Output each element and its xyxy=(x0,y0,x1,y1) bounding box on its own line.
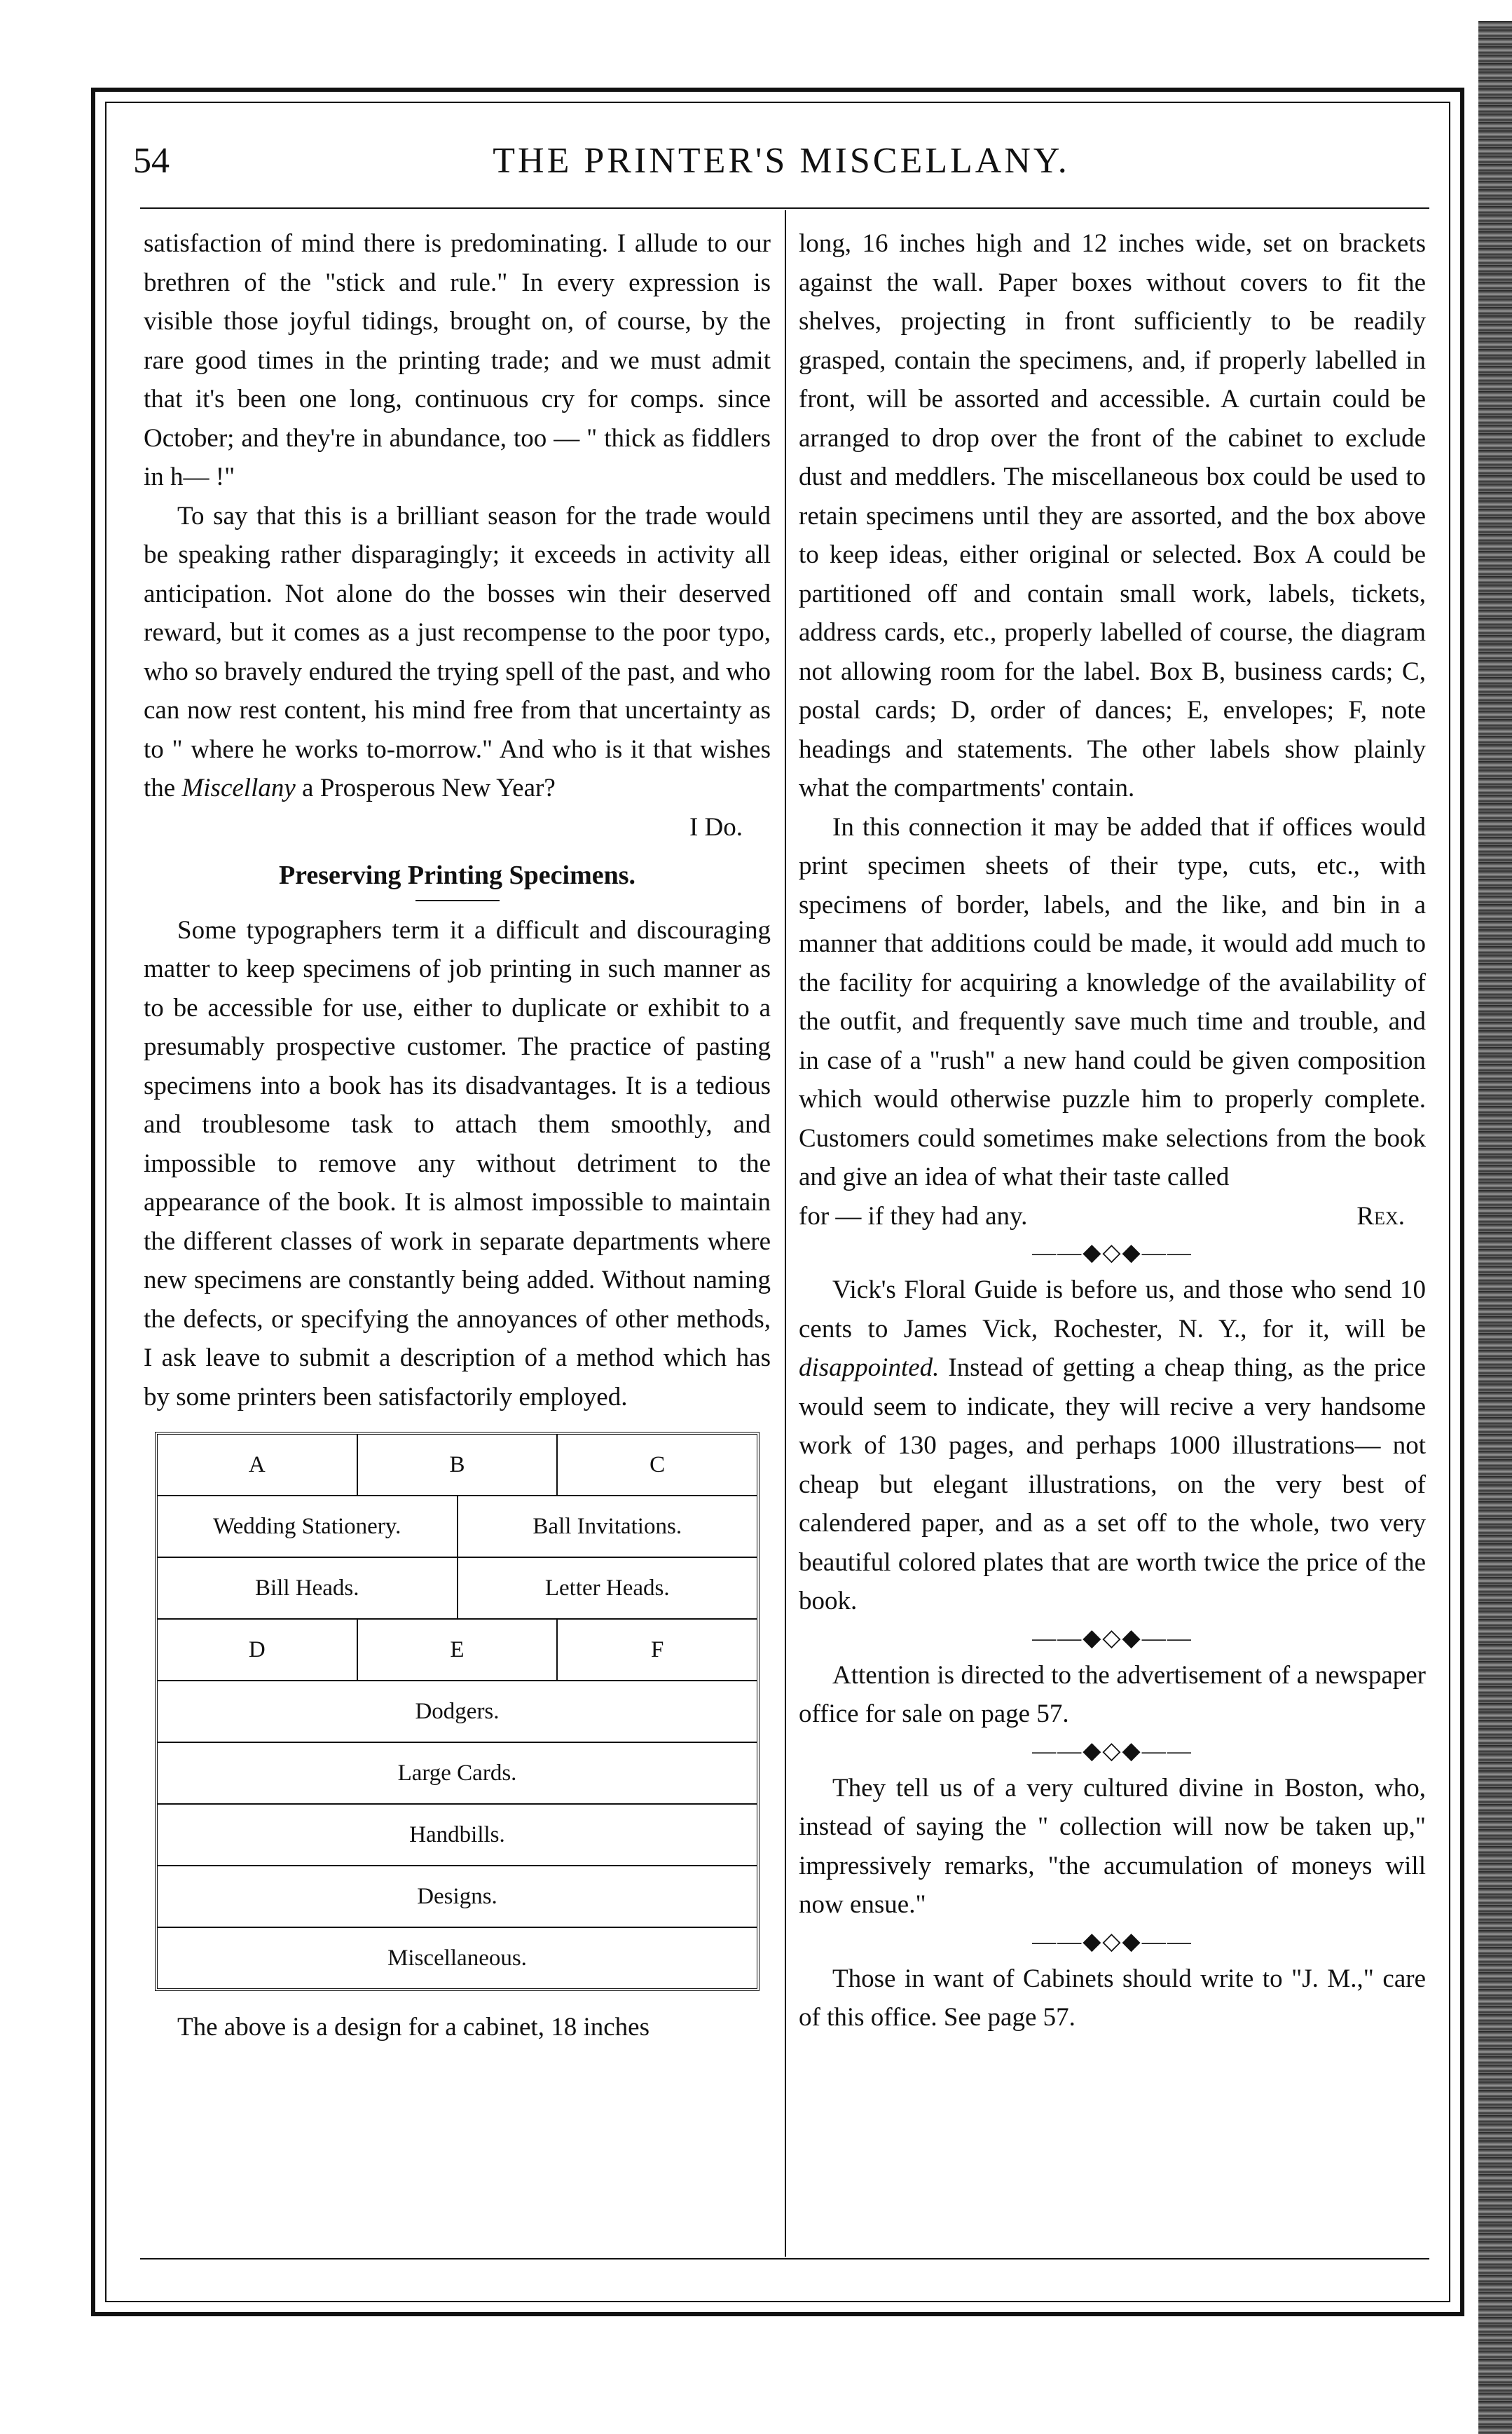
cabinet-cell: Designs. xyxy=(417,1884,497,1909)
right-paragraph-3-text: Vick's Floral Guide is before us, and those who send 10 cents to James Vick, Rochester, N. Y., for it, will be xyxy=(799,1276,1426,1344)
cabinet-cell: B xyxy=(358,1435,558,1495)
left-paragraph-4: The above is a design for a cabinet, 18 inches xyxy=(177,2013,650,2042)
cabinet-cell: Miscellaneous. xyxy=(387,1946,527,1971)
cabinet-cell: C xyxy=(650,1452,666,1477)
cabinet-cell: F xyxy=(651,1637,664,1662)
cabinet-row xyxy=(158,1558,757,1620)
cabinet-cell: Bill Heads. xyxy=(158,1558,458,1618)
ornament-divider: ——◆◇◆—— xyxy=(1032,1737,1193,1764)
right-paragraph-6: Those in want of Cabinets should write to "J. M.," care of this office. See page 57. xyxy=(799,1964,1426,2032)
cabinet-row xyxy=(158,1435,757,1496)
right-paragraph-2-last: for — if they had any. xyxy=(799,1201,1028,1231)
right-paragraph-2: In this connection it may be added that if offices would print specimen sheets of their type, cuts, etc., with specimens of border, labels, and the like, and bin in a manner that additions could be made, it would add much to the facility for acquiring a knowledge of the availability of the outfit, and frequently save much time and trouble, and in case of a "rush" a new hand could be given composition which would otherwise puzzle him to properly complete. Customers could sometimes make selections from the book and give an idea of what their taste called xyxy=(799,812,1426,1191)
signature-line xyxy=(799,1197,1426,1236)
right-paragraph-4: Attention is directed to the advertisement of a newspaper office for sale on page 57. xyxy=(799,1660,1426,1728)
cabinet-row xyxy=(158,1743,757,1805)
miscellany-italic: Miscellany xyxy=(181,774,296,802)
cabinet-cell: Letter Heads. xyxy=(544,1575,670,1601)
right-paragraph-5: They tell us of a very cultured divine in Boston, who, instead of saying the " collection will now be taken up," impressively remarks, "the accumulation of moneys will now ensue." xyxy=(799,1773,1426,1919)
cabinet-cell: Ball Invitations. xyxy=(532,1514,682,1539)
cabinet-row xyxy=(158,1928,757,1988)
cabinet-row xyxy=(158,1681,757,1743)
page-number: 54 xyxy=(133,141,170,181)
signature-i-do: I Do. xyxy=(689,812,743,842)
left-column xyxy=(144,224,771,2047)
header-rule xyxy=(140,207,1429,209)
cabinet-cell: Handbills. xyxy=(409,1822,505,1847)
left-paragraph-2-end: a Prosperous New Year? xyxy=(295,774,556,802)
column-divider xyxy=(785,210,786,2257)
ornament-divider: ——◆◇◆—— xyxy=(1032,1625,1193,1651)
cabinet-row xyxy=(158,1620,757,1681)
cabinet-row xyxy=(158,1805,757,1866)
right-column xyxy=(799,224,1426,2037)
cabinet-cell: E xyxy=(358,1620,558,1680)
right-paragraph-3-end: Instead of getting a cheap thing, as the price would seem to indicate, they will recive a very handsome work of 130 pages, and perhaps 1000 illustrations— not cheap but elegant illustrations, on the very best of calendered paper, and as a set off to the whole, two very beautiful colored plates that are worth twice the price of the book. xyxy=(799,1353,1426,1615)
disappointed-italic: disappointed. xyxy=(799,1353,940,1382)
running-head: THE PRINTER'S MISCELLANY. xyxy=(493,141,1070,181)
section-title: Preserving Printing Specimens. xyxy=(278,861,636,890)
cabinet-cell: Dodgers. xyxy=(415,1699,500,1724)
binding-edge xyxy=(1478,21,1512,2434)
left-paragraph-2-text: To say that this is a brilliant season for the trade would be speaking rather disparagingly; it exceeds in activity all anticipation. Not alone do the bosses win their deserved reward, but it comes as a just recompense to the poor typo, who so bravely endured the trying spell of the past, and who can now rest content, his mind free from that uncertainty as to " where he works to-morrow." And who is it that wishes the xyxy=(144,501,771,802)
cabinet-cell: D xyxy=(158,1620,358,1680)
signature-rex: Rex. xyxy=(1356,1201,1405,1231)
left-paragraph-1: satisfaction of mind there is predominating. I allude to our brethren of the "stick and rule." In every expression is visible those joyful tidings, brought on, of course, by the rare good times in the printing trade; and we must admit that it's been one long, continuous cry for comps. since October; and they're in abundance, too — " thick as fiddlers in h— !" xyxy=(144,229,771,491)
ornament-divider: ——◆◇◆—— xyxy=(1032,1928,1193,1955)
footer-rule xyxy=(140,2258,1429,2259)
cabinet-cell: A xyxy=(158,1435,358,1495)
cabinet-row xyxy=(158,1496,757,1558)
section-rule xyxy=(415,900,500,901)
cabinet-row xyxy=(158,1866,757,1928)
right-paragraph-3 xyxy=(799,1271,1426,1621)
cabinet-cell: Wedding Stationery. xyxy=(158,1496,458,1557)
cabinet-cell: Large Cards. xyxy=(397,1760,517,1786)
page-header xyxy=(133,133,1429,189)
right-paragraph-1: long, 16 inches high and 12 inches wide, set on brackets against the wall. Paper boxes without covers to fit the shelves, projecting in front sufficiently to be readily grasped, contain the specimens, and, if properly labelled in front, will be assorted and accessible. A curtain could be arranged to drop over the front of the cabinet to exclude dust and meddlers. The miscellaneous box could be used to retain specimens until they are assorted, and the box above to keep ideas, either original or selected. Box A could be partitioned off and contain small work, labels, tickets, address cards, etc., properly labelled of course, the diagram not allowing room for the label. Box B, business cards; C, postal cards; D, order of dances; E, envelopes; F, note headings and statements. The other labels show plainly what the compartments' contain. xyxy=(799,229,1426,802)
left-paragraph-2 xyxy=(144,497,771,808)
cabinet-diagram xyxy=(155,1432,760,1991)
ornament-divider: ——◆◇◆—— xyxy=(1032,1240,1193,1266)
left-paragraph-3: Some typographers term it a difficult and discouraging matter to keep specimens of job printing in such manner as to be accessible for use, either to duplicate or exhibit to a presumably prospective customer. The practice of pasting specimens into a book has its disadvantages. It is a tedious and troublesome task to attach them smoothly, and impossible to remove any without detriment to the appearance of the book. It is almost impossible to maintain the different classes of work in separate departments where new specimens are constantly being added. Without naming the defects, or specifying the annoyances of other methods, I ask leave to submit a description of a method which has by some printers been satisfactorily employed. xyxy=(144,915,771,1411)
